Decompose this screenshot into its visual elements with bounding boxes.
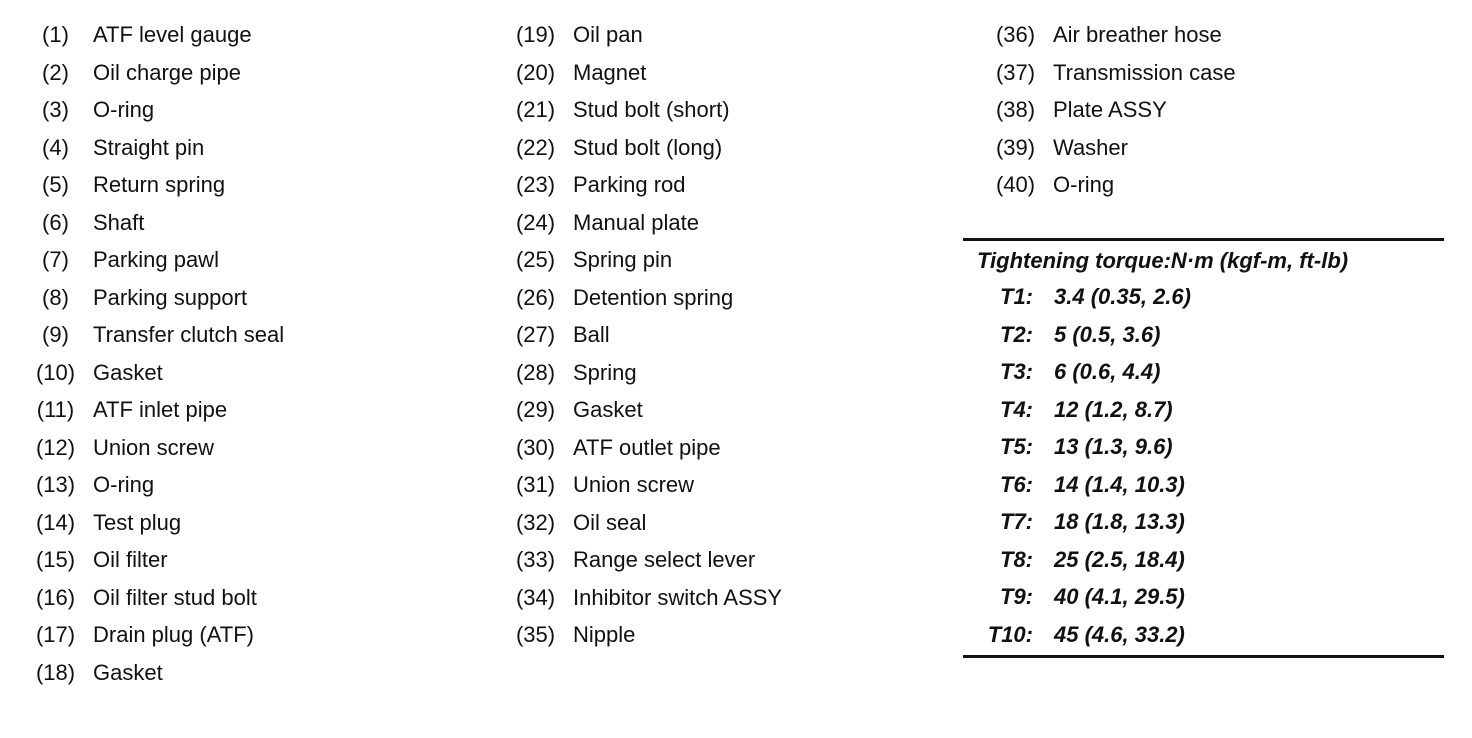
part-row: [498, 16, 782, 54]
part-name: ATF inlet pipe: [93, 397, 228, 422]
part-number: (31): [515, 472, 556, 497]
part-name: Oil pan: [573, 22, 643, 47]
part-row: [498, 91, 782, 129]
part-name: Stud bolt (long): [573, 134, 723, 160]
part-name: Range select lever: [573, 547, 756, 572]
part-number: (16): [35, 584, 76, 610]
part-name: Magnet: [573, 59, 647, 85]
part-number: (1): [42, 22, 69, 47]
part-number: (21): [515, 97, 556, 122]
part-number: (23): [515, 172, 556, 197]
part-row: [498, 279, 782, 317]
part-row: [498, 54, 782, 92]
part-row: [498, 579, 782, 617]
part-name: Plate ASSY: [1053, 97, 1167, 122]
part-row: [18, 129, 284, 167]
part-number: (17): [35, 622, 76, 647]
part-name: Return spring: [93, 172, 226, 197]
part-name: Gasket: [93, 359, 163, 385]
part-row: [18, 466, 284, 504]
torque-value: 14 (1.4, 10.3): [1054, 471, 1185, 497]
part-number: (20): [515, 59, 556, 85]
parts-list-column-2: [498, 16, 782, 654]
part-row: [498, 391, 782, 429]
part-row: [498, 129, 782, 167]
part-number: (14): [35, 509, 76, 535]
torque-row: [963, 466, 1444, 504]
part-name: Ball: [573, 322, 610, 347]
torque-code: T1:: [1000, 284, 1033, 309]
part-row: [18, 429, 284, 467]
part-number: (2): [42, 59, 69, 85]
part-number: (26): [515, 284, 556, 310]
part-number: (28): [515, 359, 556, 385]
torque-row: [963, 578, 1444, 616]
part-number: (33): [515, 547, 556, 572]
part-number: (4): [42, 134, 69, 160]
part-row: [498, 429, 782, 467]
part-number: (35): [515, 622, 556, 647]
torque-value: 5 (0.5, 3.6): [1054, 321, 1161, 347]
torque-code: T2:: [1000, 321, 1033, 347]
part-name: Washer: [1053, 134, 1128, 160]
part-name: Parking support: [93, 284, 248, 310]
part-number: (12): [35, 434, 76, 460]
part-name: Inhibitor switch ASSY: [573, 584, 783, 610]
torque-value: 12 (1.2, 8.7): [1054, 396, 1173, 422]
part-row: [18, 391, 284, 429]
torque-row: [963, 391, 1444, 429]
torque-value: 3.4 (0.35, 2.6): [1054, 284, 1191, 309]
torque-code: T5:: [1000, 434, 1033, 459]
part-name: Manual plate: [573, 209, 699, 235]
part-number: (7): [42, 247, 69, 272]
part-name: Transfer clutch seal: [93, 322, 285, 347]
part-row: [498, 316, 782, 354]
part-row: [978, 16, 1236, 54]
torque-code: T7:: [1000, 509, 1033, 534]
torque-row: [963, 428, 1444, 466]
torque-value: 40 (4.1, 29.5): [1054, 584, 1185, 609]
part-row: [18, 354, 284, 392]
part-row: [498, 616, 782, 654]
torque-value: 13 (1.3, 9.6): [1054, 434, 1173, 459]
part-name: O-ring: [1053, 172, 1115, 197]
part-row: [18, 504, 284, 542]
part-number: (37): [995, 59, 1036, 85]
part-number: (3): [42, 97, 69, 122]
part-name: Drain plug (ATF): [93, 622, 254, 647]
part-number: (6): [42, 209, 69, 235]
torque-row: [963, 316, 1444, 354]
part-name: Union screw: [573, 472, 695, 497]
part-number: (39): [995, 134, 1036, 160]
part-row: [978, 54, 1236, 92]
part-row: [18, 654, 284, 692]
part-name: Transmission case: [1053, 59, 1236, 85]
part-number: (34): [515, 584, 556, 610]
torque-code: T10:: [987, 621, 1033, 647]
part-row: [498, 204, 782, 242]
part-row: [18, 166, 284, 204]
torque-value: 6 (0.6, 4.4): [1054, 359, 1161, 384]
torque-code: T6:: [1000, 471, 1033, 497]
torque-row: [963, 503, 1444, 541]
torque-table-title: Tightening torque:N·m (kgf-m, ft-lb): [977, 248, 1349, 273]
part-row: [18, 54, 284, 92]
part-number: (5): [42, 172, 69, 197]
torque-row: [963, 616, 1444, 654]
part-number: (11): [36, 397, 75, 422]
part-number: (36): [995, 22, 1036, 47]
part-number: (22): [515, 134, 556, 160]
part-row: [498, 541, 782, 579]
torque-value: 45 (4.6, 33.2): [1054, 621, 1185, 647]
part-row: [498, 466, 782, 504]
part-name: Parking pawl: [93, 247, 219, 272]
part-number: (38): [995, 97, 1036, 122]
part-number: (9): [42, 322, 69, 347]
part-row: [18, 241, 284, 279]
part-name: Shaft: [93, 209, 145, 235]
part-row: [498, 504, 782, 542]
part-number: (10): [35, 359, 76, 385]
part-row: [498, 166, 782, 204]
part-name: Test plug: [93, 509, 182, 535]
part-name: ATF outlet pipe: [573, 434, 721, 460]
part-row: [18, 579, 284, 617]
torque-row: [963, 278, 1444, 316]
part-number: (15): [35, 547, 76, 572]
part-row: [18, 204, 284, 242]
part-name: Spring pin: [573, 247, 673, 272]
part-name: Oil filter stud bolt: [93, 584, 257, 610]
part-row: [18, 16, 284, 54]
part-row: [18, 91, 284, 129]
part-name: Detention spring: [573, 284, 734, 310]
torque-code: T4:: [1000, 396, 1033, 422]
part-number: (29): [515, 397, 556, 422]
part-number: (32): [515, 509, 556, 535]
torque-value: 25 (2.5, 18.4): [1054, 546, 1185, 572]
part-name: ATF level gauge: [93, 22, 252, 47]
part-number: (13): [35, 472, 76, 497]
part-name: Spring: [573, 359, 637, 385]
part-number: (30): [515, 434, 556, 460]
part-name: Stud bolt (short): [573, 97, 730, 122]
part-row: [978, 129, 1236, 167]
part-number: (18): [35, 659, 76, 685]
part-number: (27): [515, 322, 556, 347]
part-name: Straight pin: [93, 134, 205, 160]
part-name: Nipple: [573, 622, 636, 647]
part-number: (40): [995, 172, 1036, 197]
part-number: (19): [515, 22, 556, 47]
parts-list-column-3: [978, 16, 1236, 204]
part-row: [978, 166, 1236, 204]
part-name: Gasket: [573, 397, 643, 422]
torque-code: T8:: [1000, 546, 1033, 572]
part-name: Union screw: [93, 434, 215, 460]
part-number: (24): [515, 209, 556, 235]
part-row: [498, 354, 782, 392]
part-name: O-ring: [93, 97, 155, 122]
part-row: [18, 279, 284, 317]
torque-row: [963, 353, 1444, 391]
part-row: [978, 91, 1236, 129]
part-name: Oil seal: [573, 509, 647, 535]
tightening-torque-table: [963, 238, 1444, 658]
part-row: [498, 241, 782, 279]
torque-code: T9:: [1000, 584, 1033, 609]
part-number: (25): [515, 247, 556, 272]
part-row: [18, 541, 284, 579]
parts-list-column-1: [18, 16, 284, 691]
part-name: Oil charge pipe: [93, 59, 241, 85]
part-number: (8): [42, 284, 69, 310]
part-name: Gasket: [93, 659, 163, 685]
part-row: [18, 316, 284, 354]
part-name: O-ring: [93, 472, 155, 497]
part-name: Air breather hose: [1053, 22, 1222, 47]
part-name: Parking rod: [573, 172, 686, 197]
torque-code: T3:: [1000, 359, 1033, 384]
part-row: [18, 616, 284, 654]
torque-row: [963, 541, 1444, 579]
torque-value: 18 (1.8, 13.3): [1054, 509, 1185, 534]
part-name: Oil filter: [93, 547, 168, 572]
